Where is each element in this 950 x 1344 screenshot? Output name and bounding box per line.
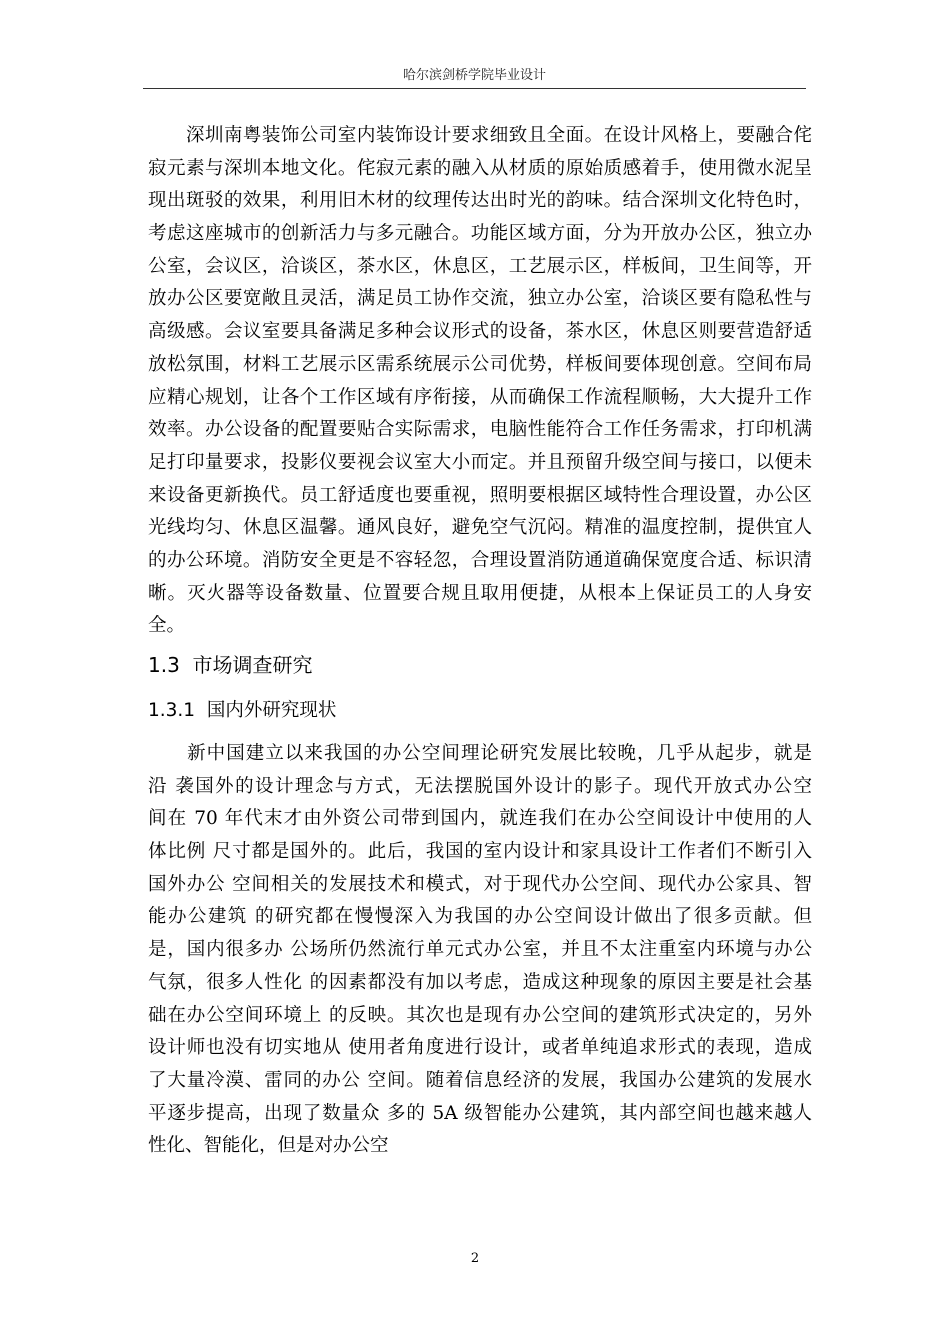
text-line: 现出斑驳的效果，利用旧木材的纹理传达出时光的韵味。结合深圳文化特色时， [148, 190, 812, 212]
subsection-number: 1.3.1 [148, 700, 196, 721]
section-heading [148, 651, 313, 679]
text-line: 新中国建立以来我国的办公空间理论研究发展比较晚，几乎从起步，就是 [148, 743, 812, 764]
header-rule [143, 88, 806, 89]
text-line: 效率。办公设备的配置要贴合实际需求，电脑性能符合工作任务需求，打印机满 [148, 419, 812, 441]
paragraph-requirements [148, 120, 812, 643]
text-line: 晰。灭火器等设备数量、位置要合规且取用便捷，从根本上保证员工的人身安 [148, 582, 812, 604]
text-line: 平逐步提高，出现了数量众 多的 5A 级智能办公建筑，其内部空间也越来越人 [148, 1102, 812, 1124]
text-line: 考虑这座城市的创新活力与多元融合。功能区域方面，分为开放办公区，独立办 [148, 223, 812, 245]
text-line: 光线均匀、休息区温馨。通风良好，避免空气沉闷。精准的温度控制，提供宜人 [148, 517, 812, 539]
text-line: 放松氛围，材料工艺展示区需系统展示公司优势，样板间要体现创意。空间布局 [148, 353, 812, 375]
text-line: 础在办公空间环境上 的反映。其次也是现有办公空间的建筑形式决定的，另外 [148, 1004, 812, 1026]
text-line: 高级感。会议室要具备满足多种会议形式的设备，茶水区，休息区则要营造舒适 [148, 321, 812, 343]
text-line: 设计师也没有切实地从 使用者角度进行设计，或者单纯追求形式的表现，造成 [148, 1037, 812, 1059]
section-title: 市场调查研究 [192, 653, 313, 677]
paragraph-research-status [148, 738, 812, 1163]
text-line: 性化、智能化，但是对办公空 [148, 1135, 389, 1157]
text-line: 气氛，很多人性化 的因素都没有加以考虑，造成这种现象的原因主要是社会基 [148, 971, 812, 993]
text-line: 间在 70 年代末才由外资公司带到国内，就连我们在办公空间设计中使用的人 [148, 808, 812, 830]
text-line: 公室，会议区，洽谈区，茶水区，休息区，工艺展示区，样板间，卫生间等，开 [148, 255, 812, 277]
text-line: 了大量冷漠、雷同的办公 空间。随着信息经济的发展，我国办公建筑的发展水 [148, 1069, 812, 1091]
text-line: 的办公环境。消防安全更是不容轻忽，合理设置消防通道确保宽度合适、标识清 [148, 549, 812, 571]
text-line: 来设备更新换代。员工舒适度也要重视，照明要根据区域特性合理设置，办公区 [148, 484, 812, 506]
text-line: 足打印量要求，投影仪要视会议室大小而定。并且预留升级空间与接口，以便未 [148, 451, 812, 473]
subsection-heading [148, 698, 336, 724]
text-line: 国外办公 空间相关的发展技术和模式，对于现代办公空间、现代办公家具、智 [148, 873, 812, 895]
text-line: 沿 袭国外的设计理念与方式，无法摆脱国外设计的影子。现代开放式办公空 [148, 775, 812, 797]
page-number: 2 [470, 1251, 480, 1266]
page-header: 哈尔滨剑桥学院毕业设计 [402, 68, 546, 83]
section-number: 1.3 [148, 653, 180, 677]
text-line: 体比例 尺寸都是国外的。此后，我国的室内设计和家具设计工作者们不断引入 [148, 841, 812, 863]
text-line: 应精心规划，让各个工作区域有序衔接，从而确保工作流程顺畅，大大提升工作 [148, 386, 812, 408]
text-line: 全。 [148, 615, 186, 637]
text-line: 是，国内很多办 公场所仍然流行单元式办公室，并且不太注重室内环境与办公 [148, 939, 812, 961]
text-line: 深圳南粤装饰公司室内装饰设计要求细致且全面。在设计风格上，要融合侘 [148, 125, 812, 146]
text-line: 寂元素与深圳本地文化。侘寂元素的融入从材质的原始质感着手，使用微水泥呈 [148, 157, 812, 179]
text-line: 能办公建筑 的研究都在慢慢深入为我国的办公空间设计做出了很多贡献。但 [148, 906, 812, 928]
text-line: 放办公区要宽敞且灵活，满足员工协作交流，独立办公室，洽谈区要有隐私性与 [148, 288, 812, 310]
subsection-title: 国内外研究现状 [206, 700, 337, 721]
